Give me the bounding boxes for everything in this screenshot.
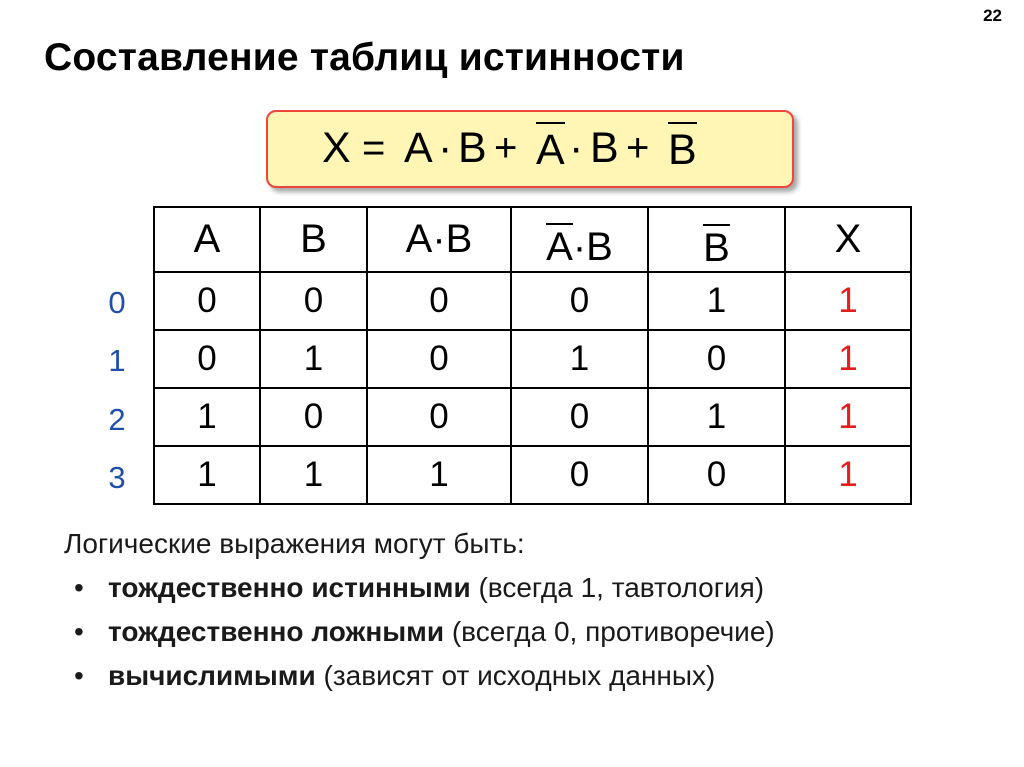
cell-a: 1 <box>154 446 260 504</box>
formula-term2-not-a: A <box>536 122 565 176</box>
notes-section <box>64 528 775 704</box>
formula-term1-b: B <box>458 124 487 172</box>
table-row <box>154 388 911 446</box>
formula-plus-1: + <box>494 126 518 170</box>
page-number: 22 <box>983 6 1002 25</box>
cell-b: 0 <box>260 388 367 446</box>
table-row <box>154 446 911 504</box>
bullet: • <box>74 616 84 647</box>
cell-not-a-and-b: 0 <box>511 446 648 504</box>
cell-a: 1 <box>154 388 260 446</box>
bullet: • <box>74 660 84 691</box>
cell-not-a-and-b: 0 <box>511 272 648 330</box>
list-item <box>74 572 775 604</box>
table-row <box>154 330 911 388</box>
formula-dot-2: · <box>569 124 584 172</box>
header-b: B <box>260 207 367 272</box>
cell-not-b: 0 <box>648 330 785 388</box>
header-x: X <box>785 207 911 272</box>
bullet: • <box>74 572 84 603</box>
item-text: (всегда 0, противоречие) <box>444 616 775 647</box>
truth-table-header-row <box>154 207 911 272</box>
cell-x: 1 <box>785 388 911 446</box>
formula-plus-2: + <box>626 126 650 170</box>
cell-not-a-and-b: 1 <box>511 330 648 388</box>
notes-intro: Логические выражения могут быть: <box>64 528 525 559</box>
header-a-and-b: A·B <box>367 207 511 272</box>
formula-term2-b: B <box>590 124 619 172</box>
formula-box <box>266 110 794 188</box>
cell-a-and-b: 0 <box>367 272 511 330</box>
cell-x: 1 <box>785 330 911 388</box>
cell-not-b: 1 <box>648 272 785 330</box>
cell-a-and-b: 0 <box>367 330 511 388</box>
cell-x: 1 <box>785 272 911 330</box>
item-bold: тождественно ложными <box>108 616 445 647</box>
cell-a: 0 <box>154 330 260 388</box>
list-item <box>74 616 775 648</box>
cell-not-a-and-b: 0 <box>511 388 648 446</box>
cell-a-and-b: 1 <box>367 446 511 504</box>
item-bold: вычислимыми <box>108 660 316 691</box>
formula-x: X <box>322 124 351 172</box>
header-not-b: B <box>648 207 785 272</box>
cell-b: 1 <box>260 330 367 388</box>
cell-not-b: 1 <box>648 388 785 446</box>
row-index: 0 <box>108 285 126 320</box>
cell-a-and-b: 0 <box>367 388 511 446</box>
item-text: (зависят от исходных данных) <box>315 660 716 691</box>
row-index: 3 <box>108 460 126 495</box>
header-not-a-and-b: A·B <box>511 207 648 272</box>
item-bold: тождественно истинными <box>108 572 471 603</box>
formula-term1-a: A <box>404 124 433 172</box>
formula-term3-not-b: B <box>668 122 697 176</box>
cell-b: 1 <box>260 446 367 504</box>
header-a: A <box>154 207 260 272</box>
item-text: (всегда 1, тавтология) <box>470 572 765 603</box>
truth-table <box>153 206 912 505</box>
row-index: 2 <box>108 402 126 437</box>
notes-list <box>64 572 775 692</box>
formula-dot-1: · <box>438 124 453 172</box>
row-index: 1 <box>108 343 126 378</box>
table-row <box>154 272 911 330</box>
cell-b: 0 <box>260 272 367 330</box>
cell-x: 1 <box>785 446 911 504</box>
cell-not-b: 0 <box>648 446 785 504</box>
slide-title: Составление таблиц истинности <box>44 36 685 79</box>
cell-a: 0 <box>154 272 260 330</box>
list-item <box>74 660 775 692</box>
formula-equals: = <box>362 126 386 170</box>
